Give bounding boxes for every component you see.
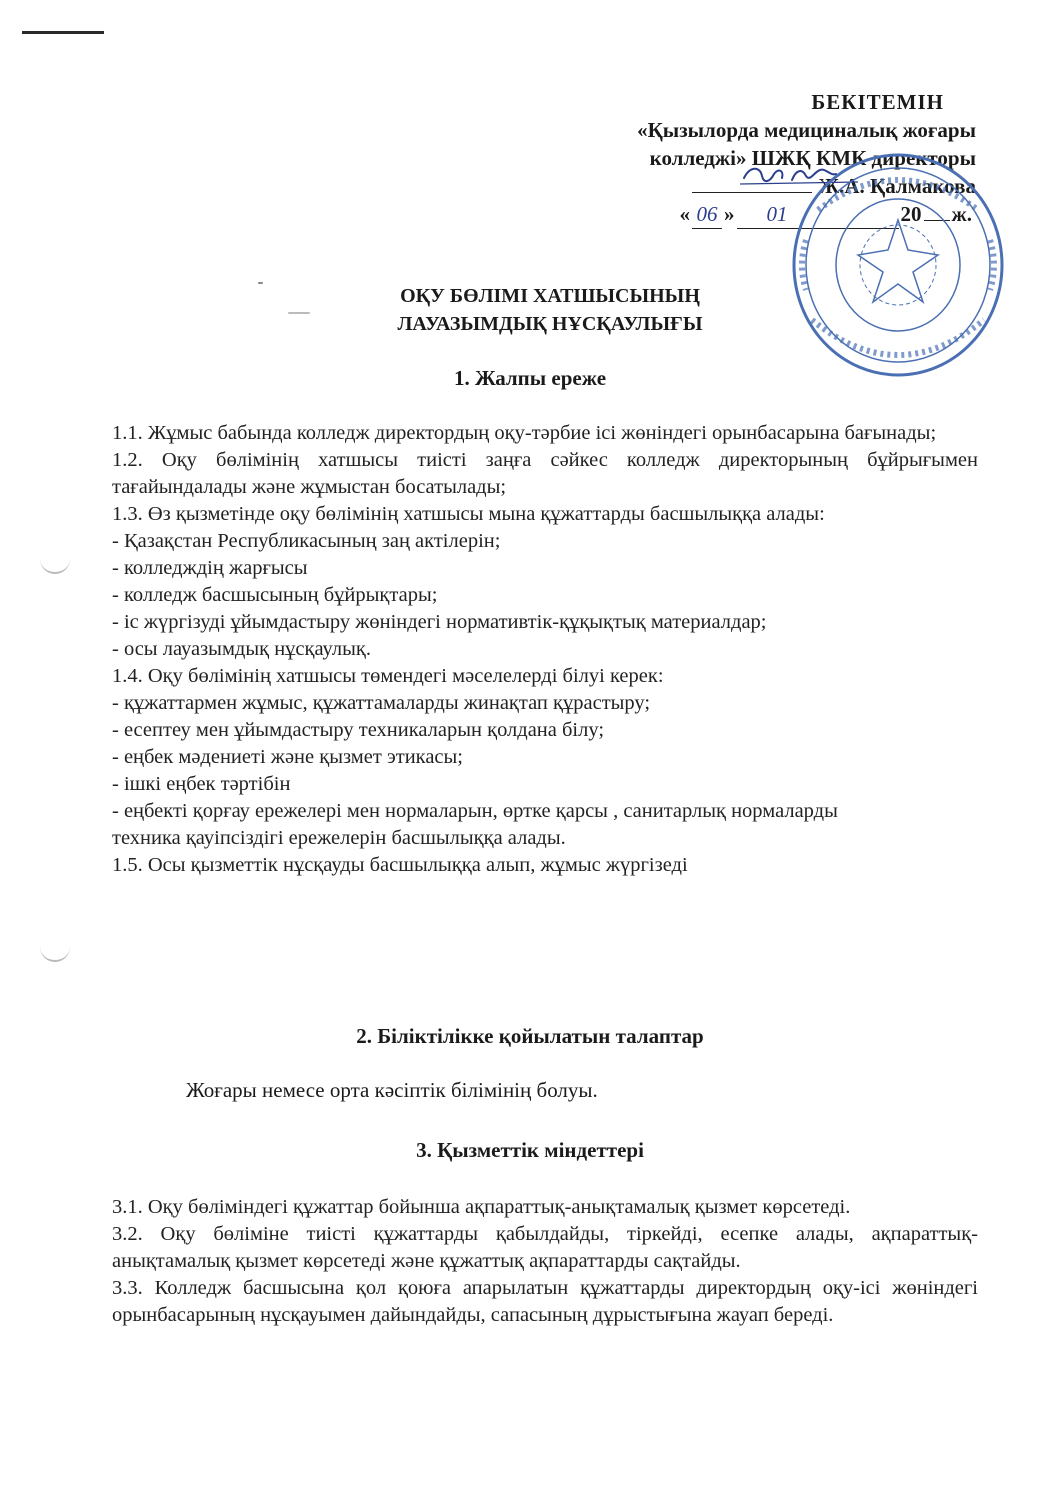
date-year: 20: [900, 202, 922, 226]
scan-corner-mark: [22, 31, 104, 34]
scan-hole-mark: [40, 944, 70, 962]
title-line2: ЛАУАЗЫМДЫҚ НҰСҚАУЛЫҒЫ: [397, 313, 703, 335]
date-day: 06: [692, 200, 722, 229]
clause-1-5: 1.5. Осы қызметтік нұсқауды басшылыққа алып, жұмыс жүргізеді: [112, 854, 688, 876]
clause-1-2: 1.2. Оқу бөлімінің хатшысы тиісті заңға сәйкес колледж директорының бұйрығымен тағайындалады және жұмыстан босатылады;: [112, 449, 978, 498]
list-item: - еңбек мәдениеті және қызмет этикасы;: [112, 746, 463, 768]
signer-name: Ж.А. Қалмакова: [818, 174, 976, 198]
qualification-text: Жоғары немесе орта кәсіптік білімінің болуы.: [186, 1078, 598, 1102]
list-item: - есептеу мен ұйымдастыру техникаларын қолдана білу;: [112, 719, 605, 741]
approval-org-line1: «Қызылорда медициналық жоғары: [637, 118, 976, 142]
list-item: техника қауіпсіздігі ережелерін басшылыққа алады.: [112, 827, 566, 849]
scan-hole-mark: [40, 556, 70, 574]
list-item: - Қазақстан Республикасының заң актілерін;: [112, 530, 501, 552]
date-quote-open: «: [679, 202, 691, 226]
date-year-suffix: ж.: [951, 202, 972, 226]
list-item: - құжаттармен жұмыс, құжаттамаларды жинақтап құрастыру;: [112, 692, 651, 714]
list-item: - осы лауазымдық нұсқаулық.: [112, 638, 371, 660]
list-item: - ішкі еңбек тәртібін: [112, 773, 291, 795]
list-item: - іс жүргізуді ұйымдастыру жөніндегі нормативтік-құқықтық материалдар;: [112, 611, 767, 633]
approval-heading: БЕКІТЕМІН: [811, 90, 944, 114]
title-line1: ОҚУ БӨЛІМІ ХАТШЫСЫНЫҢ: [400, 285, 700, 307]
list-item: - колледждің жарғысы: [112, 557, 308, 579]
clause-1-1: 1.1. Жұмыс бабында колледж директордың оқу-тәрбие ісі жөніндегі орынбасарына бағынады;: [112, 422, 937, 444]
section1-heading: 1. Жалпы ереже: [453, 366, 607, 390]
official-seal: [788, 150, 1008, 380]
section3-body: [112, 1194, 978, 1329]
section3-heading: 3. Қызметтік міндеттері: [416, 1138, 644, 1162]
clause-1-4: 1.4. Оқу бөлімінің хатшысы төмендегі мәселелерді білуі керек:: [112, 665, 664, 687]
clause-3-2: 3.2. Оқу бөліміне тиісті құжаттарды қабылдайды, тіркейді, есепке алады, ақпараттық-анықтамалық қызмет көрсетеді және құжаттық ақпараттарды сақтайды.: [112, 1223, 978, 1272]
section1-body: [112, 420, 978, 879]
document-title: [270, 282, 830, 338]
approval-org-line2: колледжі» ШЖҚ КМК директоры: [649, 146, 976, 170]
clause-1-3: 1.3. Өз қызметінде оқу бөлімінің хатшысы мына құжаттарды басшылыққа алады:: [112, 503, 825, 525]
clause-3-3: 3.3. Колледж басшысына қол қоюға апарылатын құжаттарды директордың оқу-ісі жөніндегі орынбасарының нұсқауымен дайындайды, сапасының дұрыстығына жауап береді.: [112, 1277, 978, 1326]
list-item: - еңбекті қорғау ережелері мен нормаларын, өртке қарсы , санитарлық нормаларды: [112, 800, 838, 822]
list-item: - колледж басшысының бұйрықтары;: [112, 584, 438, 606]
clause-3-1: 3.1. Оқу бөліміндегі құжаттар бойынша ақпараттық-анықтамалық қызмет көрсетеді.: [112, 1196, 851, 1218]
date-quote-close: »: [724, 202, 735, 226]
scan-speck: [258, 282, 263, 284]
section2-heading: 2. Біліктілікке қойылатын талаптар: [356, 1024, 704, 1048]
date-month: 01: [737, 200, 899, 229]
